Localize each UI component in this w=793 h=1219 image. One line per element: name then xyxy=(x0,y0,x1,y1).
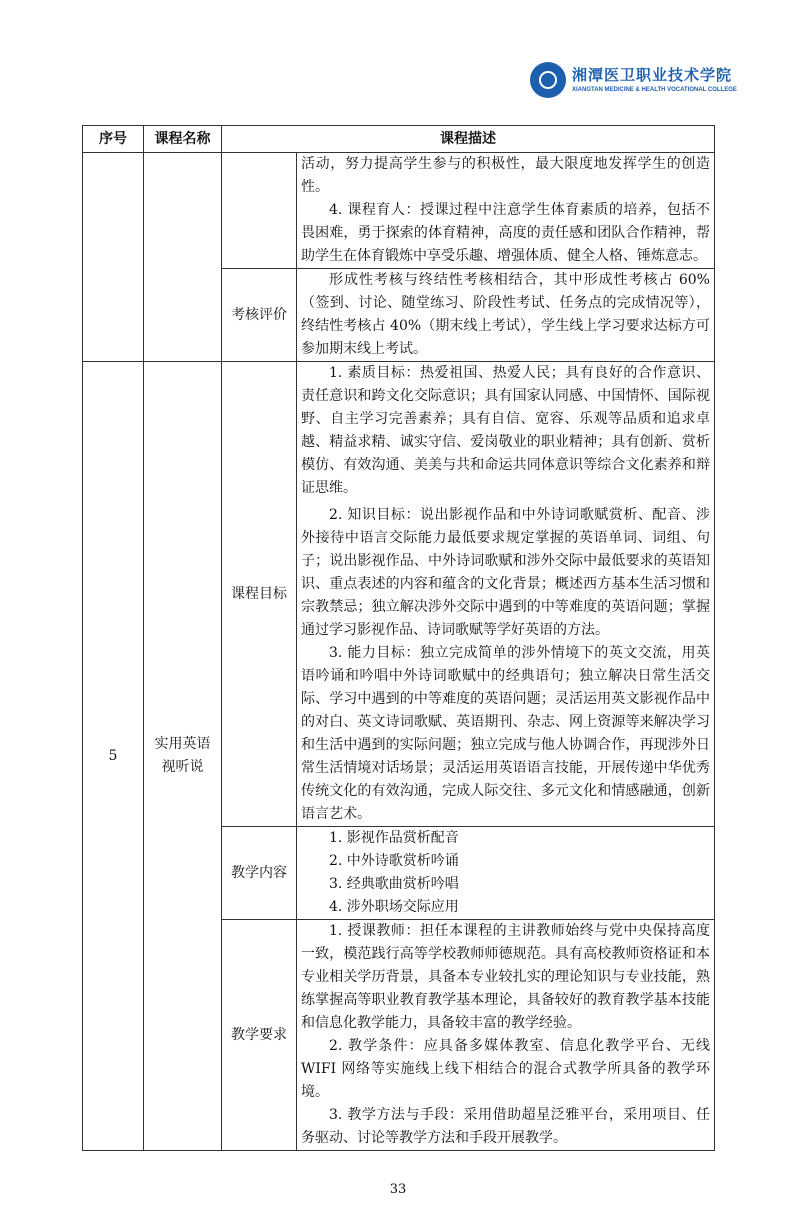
college-seal-icon xyxy=(530,62,566,98)
paragraph: 2. 教学条件：应具备多媒体教室、信息化教学平台、无线 WIFI 网络等实施线上线下相结合的混合式教学所具备的教学环境。 xyxy=(301,1038,710,1100)
table-row xyxy=(83,153,715,269)
table-header-row xyxy=(83,126,715,153)
paragraph: 1. 素质目标：热爱祖国、热爱人民；具有良好的合作意识、责任意识和跨文化交际意识；具有国家认同感、中国情怀、国际视野、自主学习完善素养；具有自信、宽容、乐观等品质和追求卓越、精益求精、诚实守信、爱岗敬业的职业精神；具有创新、赏析模仿、有效沟通、美美与共和命运共同体意识等综合文化素养和辩证思维。 xyxy=(301,365,710,496)
list-item: 2. 中外诗歌赏析吟诵 xyxy=(329,853,459,869)
requirements-label: 教学要求 xyxy=(222,920,297,1151)
page-number: 33 xyxy=(389,1182,407,1197)
prev-label-cell xyxy=(222,153,297,269)
course-number: 5 xyxy=(83,362,144,1151)
table-row xyxy=(83,362,715,827)
paragraph: 活动，努力提高学生参与的积极性，最大限度地发挥学生的创造性。 xyxy=(301,156,710,195)
content-description xyxy=(297,827,715,920)
list-item: 4. 涉外职场交际应用 xyxy=(329,899,459,915)
logo-chinese-name: 湘潭医卫职业技术学院 xyxy=(572,66,733,84)
prev-number-cell xyxy=(83,153,144,362)
paragraph: 形成性考核与终结性考核相结合，其中形成性考核占 60%（签到、讨论、随堂练习、阶段性考试、任务点的完成情况等），终结性考核占 40%（期末线上考试），学生线上学习要求达标方可参加期末线上考试。 xyxy=(301,272,710,357)
logo-english-name: XIANGTAN MEDICINE & HEALTH VOCATIONAL COLLEGE xyxy=(572,87,737,93)
paragraph: 4. 课程育人：授课过程中注意学生体育素质的培养，包括不畏困难，勇于探索的体育精神，高度的责任感和团队合作精神，帮助学生在体育锻炼中享受乐趣、增强体质、健全人格、锤炼意志。 xyxy=(301,202,710,264)
column-header-description: 课程描述 xyxy=(222,126,715,153)
college-logo xyxy=(530,62,737,98)
assessment-label: 考核评价 xyxy=(222,269,297,362)
list-item: 1. 影视作品赏析配音 xyxy=(329,830,459,846)
prev-description-cell xyxy=(297,153,715,269)
paragraph: 3. 教学方法与手段：采用借助超星泛雅平台，采用项目、任务驱动、讨论等教学方法和手段开展教学。 xyxy=(301,1107,710,1146)
requirements-description xyxy=(297,920,715,1151)
column-header-course-name: 课程名称 xyxy=(144,126,222,153)
objectives-label: 课程目标 xyxy=(222,362,297,827)
paragraph: 3. 能力目标：独立完成简单的涉外情境下的英文交流，用英语吟诵和吟唱中外诗词歌赋中的经典语句；独立解决日常生活交际、学习中遇到的中等难度的英语问题；灵活运用英文影视作品中的对白、英文诗词歌赋、英语期刊、杂志、网上资源等来解决学习和生活中遇到的实际问题；独立完成与他人协调合作，再现涉外日常生活情境对话场景；灵活运用英语语言技能，开展传递中华优秀传统文化的有效沟通，完成人际交往、多元文化和情感融通，创新语言艺术。 xyxy=(301,645,710,822)
column-header-number: 序号 xyxy=(83,126,144,153)
course-name: 实用英语视听说 xyxy=(144,362,222,1151)
prev-course-name-cell xyxy=(144,153,222,362)
assessment-description xyxy=(297,269,715,362)
course-table xyxy=(82,125,715,1151)
content-label: 教学内容 xyxy=(222,827,297,920)
list-item: 3. 经典歌曲赏析吟唱 xyxy=(329,876,459,892)
paragraph: 2. 知识目标：说出影视作品和中外诗词歌赋赏析、配音、涉外接待中语言交际能力最低要求规定掌握的英语单词、词组、句子；说出影视作品、中外诗词歌赋和涉外交际中最低要求的英语知识、重点表述的内容和蕴含的文化背景；概述西方基本生活习惯和宗教禁忌；独立解决涉外交际中遇到的中等难度的英语问题；掌握通过学习影视作品、诗词歌赋等学好英语的方法。 xyxy=(301,507,710,638)
paragraph: 1. 授课教师：担任本课程的主讲教师始终与党中央保持高度一致，模范践行高等学校教师师德规范。具有高校教师资格证和本专业相关学历背景，具备本专业较扎实的理论知识与专业技能，熟练掌握高等职业教育教学基本理论，具备较好的教育教学基本技能和信息化教学能力，具备较丰富的教学经验。 xyxy=(301,923,710,1031)
objectives-description xyxy=(297,362,715,827)
